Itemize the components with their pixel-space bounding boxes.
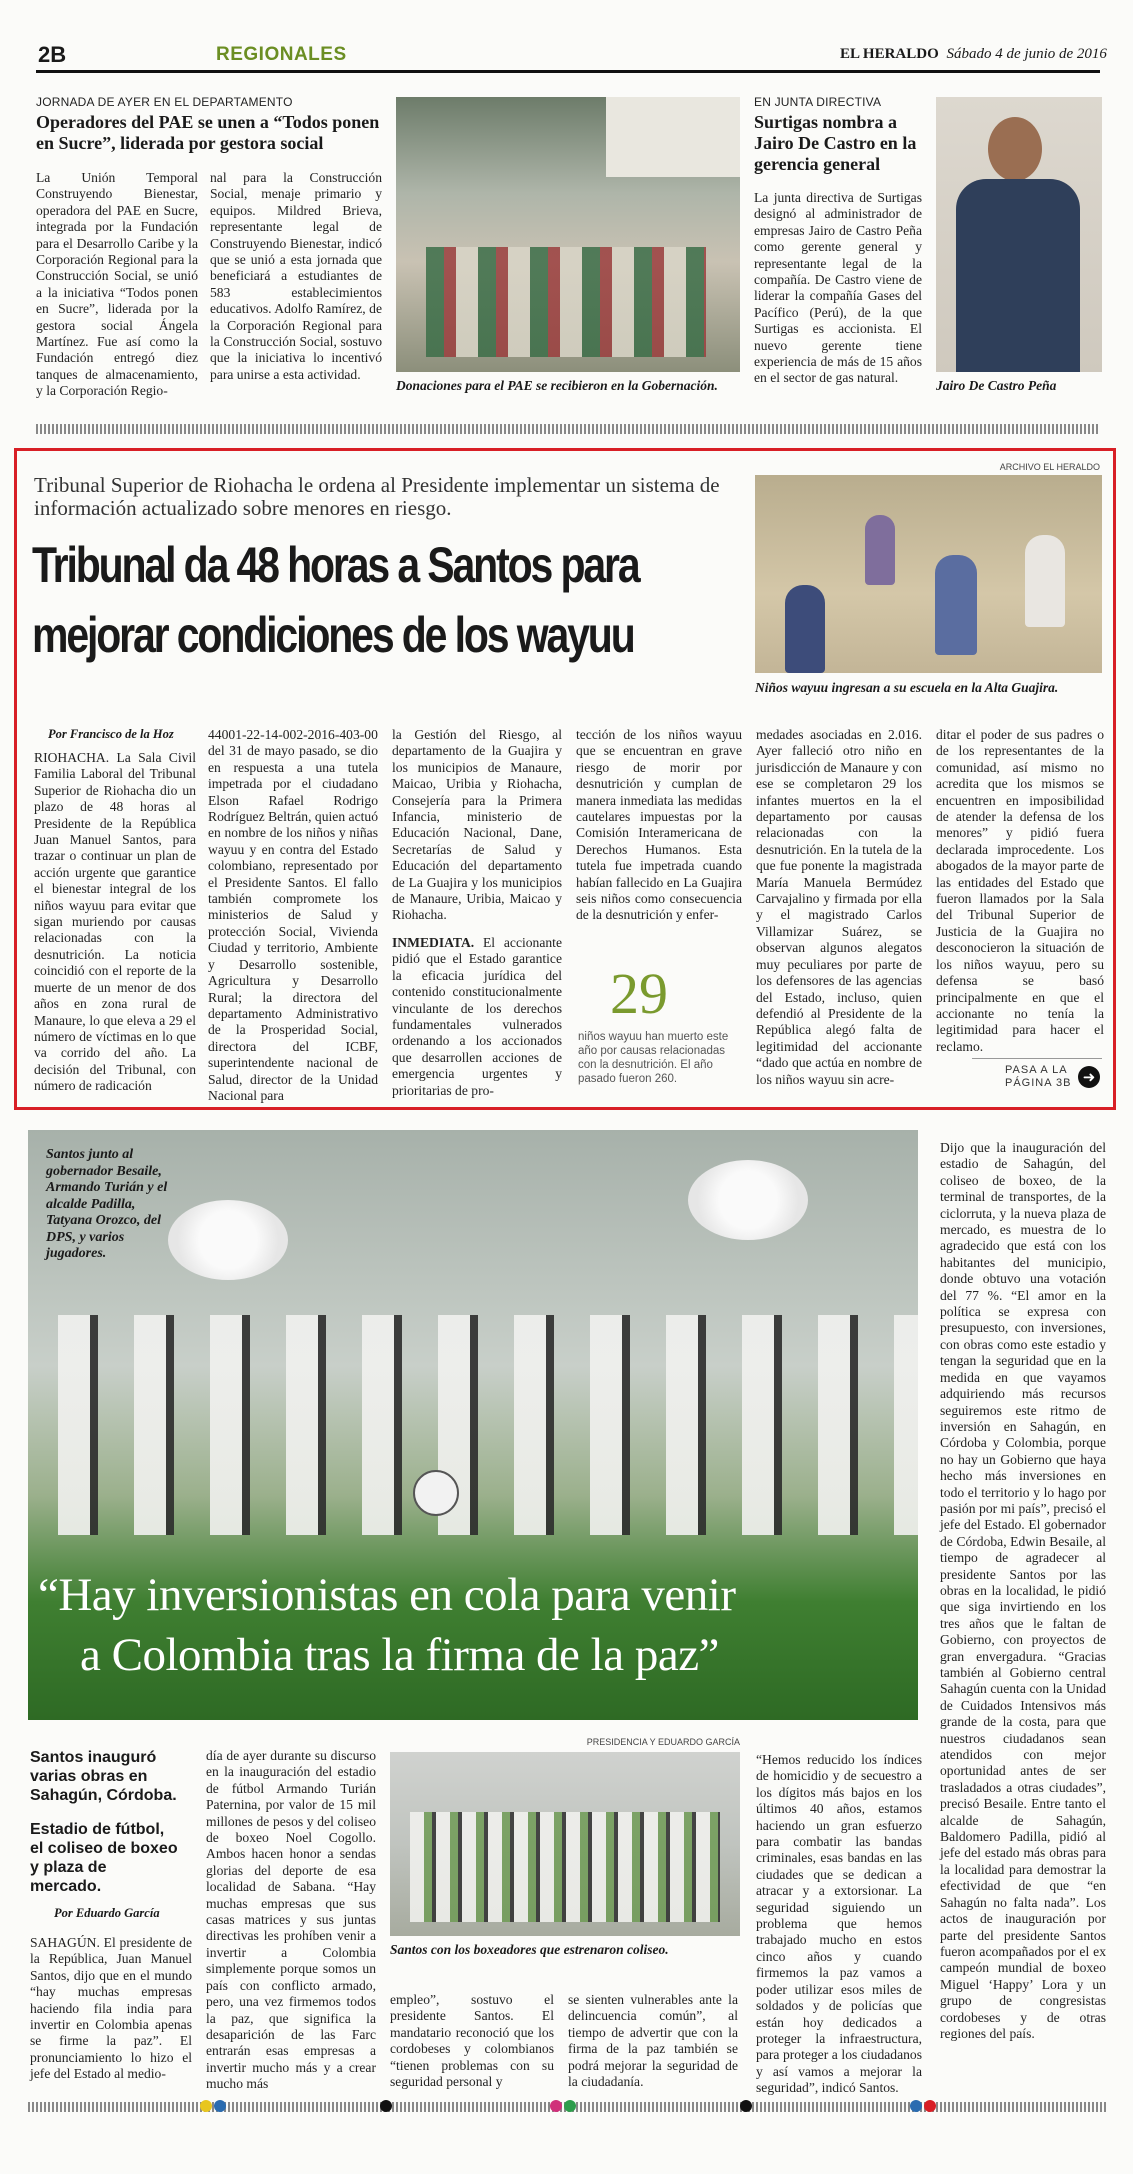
- wayuu-deck: Tribunal Superior de Riohacha le ordena al Presidente implementar un sistema de información actualizado sobre menores en riesgo.: [34, 473, 720, 520]
- soccer-ball: [413, 1470, 459, 1516]
- wayuu-col3a: la Gestión del Riesgo, al departamento de la Guajira y los municipios de Manaure, Maicao, Uribia y Riohacha, Consejería para la Primera Infancia, ministerio de Educación Nacional, Dane, Secretarías de Salud y Educación del departamento de La Guajira y los municipios de Manaure, Uribia, Maicao y Riohacha.: [392, 727, 562, 923]
- surtigas-caption: Jairo De Castro Peña: [936, 378, 1057, 393]
- reg-dot-yellow: [200, 2100, 212, 2112]
- wayuu-stat-text: niños wayuu han muerto este año por causas relacionadas con la desnutrición. El año pasado fueron 260.: [578, 1031, 729, 1085]
- balloons-left: [168, 1200, 288, 1280]
- boxers-group: [410, 1812, 720, 1922]
- reg-dot-black-1: [380, 2100, 392, 2112]
- surtigas-headline: Surtigas nombra a Jairo De Castro en la gerencia general: [754, 112, 917, 174]
- santos-right-col: Dijo que la inauguración del estadio de Sahagún, del coliseo de boxeo, de la terminal de transportes, de la ciclorruta, y la nueva plaza de mercado, es muestra de lo agradecido que está con los habitantes del municipio, donde obtuvo una votación del 77 %. “El amor en la política se expresa con presupuesto, con inversiones, con obras como este estadio y tengan la seguridad que en la medida en que vayamos adquiriendo más recursos seguiremos este ritmo de inversión en Sahagún, en Córdoba y Colombia, porque no hay un Gobierno que haya hecho más inversiones en todo el territorio y lo hago por pasión por mi país”, precisó el jefe del Estado. El gobernador de Córdoba, Edwin Besaile, al tiempo de agradecer al presidente Santos por las obras en la localidad, le pidió que siga invirtiendo en los tres años que le faltan de Gobierno, con proyectos de gran envergadura. “Gracias también al Gobierno central Sahagún cuenta con la Unidad de Cuidados Intensivos más grande de la costa, para que nuestros ciudadanos sean atendidos con mejor oportunidad antes de ser trasladados a otras ciudades”, precisó Besaile. Entre tanto el alcalde de Sahagún, Baldomero Padilla, pidió al jefe del estado más obras para la localidad para demostrar la efectividad de que “en Sahagún no falta nada”. Los actos de inauguración por parte del presidente Santos fueron acompañados por el ex campeón mundial de boxeo Miguel ‘Happy’ Lora y un grupo de congresistas cordobeses y de otras regiones del país.: [940, 1140, 1106, 2041]
- santos-col2: día de ayer durante su discurso en la inauguración del estadio de fútbol Armando Turián Paternina, por valor de 15 mil millones de pesos y del coliseo de boxeo Noel Cogollo. Ambos hacen honor a sendas glorias del deporte de esa localidad de Sabana. “Hay muchas empresas que sus casas matrices y sus juntas directivas les prohíben venir a invertir a Colombia simplemente porque somos un país con conflicto armado, pero, una vez firmemos todos la paz, que significa la desaparición de las Farc entrarán esas empresas a invertir mucho más y a crear mucho más: [206, 1748, 376, 2092]
- wayuu-col6: ditar el poder de sus padres o de los representantes de la comunidad, así mismo no acredita que los mismos se encuentren en imposibilidad de atender la defensa de los menores” y pidió fuera declarada improcedente. Los abogados de la mayor parte de las entidades del Estado que fueron llamados por la Sala del Tribunal Superior de Justicia de la Guajira no desconocieron la situación de los niños wayuu, pero su defensa se basó principalmente en que el accionante no tenía la legitimidad para hacer el reclamo.: [936, 727, 1104, 1054]
- pae-photo-tent: [606, 97, 740, 177]
- surtigas-body: La junta directiva de Surtigas designó al administrador de empresas Jairo de Castro Peña como gerente general y representante legal de la compañía. De Castro viene de liderar la compañía Gases del Pacífico (Perú), de la que Surtigas es accionista. El nuevo gerente tiene experiencia de más de 15 años en el sector de gas natural.: [754, 190, 922, 386]
- balloons-right: [688, 1160, 808, 1240]
- santos-sidehead-1: Santos inauguró varias obras en Sahagún, Córdoba.: [30, 1749, 177, 1804]
- wayuu-photo-child-1: [785, 585, 825, 673]
- santos-col3: empleo”, sostuvo el presidente Santos. El mandatario reconoció que los cordobeses y colombianos “tienen problemas con su seguridad personal y: [390, 1992, 554, 2090]
- pae-kicker: JORNADA DE AYER EN EL DEPARTAMENTO: [36, 95, 293, 109]
- pae-photo-crates: [426, 247, 706, 357]
- wayuu-photo-credit: ARCHIVO EL HERALDO: [999, 462, 1100, 472]
- wayuu-photo-child-4: [865, 515, 895, 585]
- santos-photo2-credit: PRESIDENCIA Y EDUARDO GARCÍA: [586, 1737, 740, 1747]
- wayuu-col1: RIOHACHA. La Sala Civil Familia Laboral del Tribunal Superior de Riohacha dio un plazo de 48 horas al Presidente de la República Juan Manuel Santos, para trazar o continuar un plan de acción urgente que garantice el bienestar integral de los niños wayuu para evitar que sigan muriendo por causas relacionadas con la desnutrición. La noticia coincidió con el reporte de la muerte de un menor de dos años en zona rural de Manaure, lo que eleva a 29 el número de víctimas en lo que va corrido del año. La decisión del Tribunal, con número de radicación: [34, 750, 196, 1094]
- santos-col1: SAHAGÚN. El presidente de la República, Juan Manuel Santos, dijo que en el mundo “hay muchas empresas haciendo fila india para invertir en Colombia apenas se firme la paz”. El pronunciamiento lo hizo el jefe del Estado al medio-: [30, 1935, 192, 2082]
- reg-dot-green: [564, 2100, 576, 2112]
- santos-headline-1: “Hay inversionistas en cola para venir: [38, 1569, 736, 1621]
- wayuu-photo-child-3: [1025, 535, 1065, 627]
- page-number: 2B: [38, 42, 67, 67]
- wayuu-col4: tección de los niños wayuu que se encuentran en grave riesgo de morir por desnutrición y cumplan de manera inmediata las medidas cautelares impuestas por la Comisión Interamericana de Derechos Humanos. Esta tutela fue impetrada cuando habían fallecido en La Guajira seis niños como consecuencia de la desnutrición y enfer-: [576, 727, 742, 923]
- santos-headline-2: a Colombia tras la firma de la paz”: [80, 1629, 719, 1681]
- reg-dot-pink: [550, 2100, 562, 2112]
- reg-dot-black-2: [740, 2100, 752, 2112]
- portrait-head: [988, 117, 1042, 181]
- separator-top: [36, 424, 1100, 434]
- pae-col2: nal para la Construcción Social, menaje primario y equipos. Mildred Brieva, representante legal de Construyendo Bienestar, indicó que se unió a esta jornada que beneficiará a estudiantes de 583 establecimientos educativos. Adolfo Ramírez, de la Corporación Regional para la Construcción Social, sostuvo que la iniciativa lo incentivó para unirse a esta actividad.: [210, 170, 382, 382]
- surtigas-photo: [936, 97, 1102, 372]
- wayuu-photo-child-2: [935, 555, 977, 655]
- masthead-paper: [840, 46, 1107, 63]
- wayuu-col5: medades asociadas en 2.016. Ayer falleció otro niño en jurisdicción de Manaure y con ese se completaron 29 los infantes muertos en la el departamento por causas relacionadas con la desnutrición. En la tutela de la que fue ponente la magistrada María Manuela Bermúdez Carvajalino y firmada por ella y el magistrado Carlos Villamizar Suárez, se observan algunos alegatos muy peculiares por parte de los defensores de las agencias del Estado, incluso, quien defendió al Presidente de la República alegó falta de legitimidad del accionante “dado que actúa en nombre de los niños wayuu sin acre-: [756, 727, 922, 1087]
- wayuu-headline-2: mejorar condiciones de los wayuu: [32, 607, 634, 663]
- wayuu-headline-1: Tribunal da 48 horas a Santos para: [32, 537, 639, 593]
- pae-col1: La Unión Temporal Construyendo Bienestar, operadora del PAE en Sucre, integrada por la Fundación para el Desarrollo Caribe y la Corporación Regional para la Construcción Social, se unió a la iniciativa “Todos ponen en Sucre”, liderada por la gestora social Ángela Martínez. Fue así como la Fundación entregó diez tanques de almacenamiento, y la Corporación Regio-: [36, 170, 198, 399]
- jump-rule: [972, 1058, 1102, 1059]
- santos-photo2-caption: Santos con los boxeadores que estrenaron coliseo.: [390, 1942, 669, 1957]
- reg-dot-blue-2: [910, 2100, 922, 2112]
- wayuu-photo: [755, 475, 1102, 673]
- paper-name: EL HERALDO: [840, 46, 939, 62]
- players-row: [38, 1315, 918, 1535]
- wayuu-col3-lead: INMEDIATA.: [392, 935, 475, 950]
- santos-photo-caption: Santos junto al gobernador Besaile, Armando Turián y el alcalde Padilla, Tatyana Orozco, del DPS, y varios jugadores.: [46, 1147, 168, 1261]
- jump-label[interactable]: [1005, 1064, 1071, 1090]
- registration-marks: [200, 2100, 960, 2114]
- arrow-right-icon[interactable]: ➜: [1078, 1066, 1100, 1088]
- surtigas-kicker: EN JUNTA DIRECTIVA: [754, 95, 882, 109]
- pae-headline: Operadores del PAE se unen a “Todos ponen en Sucre”, liderada por gestora social: [36, 112, 380, 153]
- portrait-body: [956, 179, 1080, 372]
- issue-date: Sábado 4 de junio de 2016: [946, 46, 1107, 62]
- santos-sidehead-2: Estadio de fútbol, el coliseo de boxeo y plaza de mercado.: [30, 1821, 178, 1895]
- jump-line-1: PASA A LA: [1005, 1064, 1068, 1076]
- reg-dot-red: [924, 2100, 936, 2112]
- wayuu-byline: Por Francisco de la Hoz: [48, 727, 174, 741]
- jump-line-2: PÁGINA 3B: [1005, 1077, 1072, 1089]
- reg-dot-blue: [214, 2100, 226, 2112]
- santos-col5: “Hemos reducido los índices de homicidio y de secuestro a los dígitos más bajos en los últimos 40 años, estamos haciendo un gran esfuerzo para combatir las bandas criminales, esas bandas en las ciudades que se dedican a atracar y a extorsionar. La seguridad siguiendo un problema que hemos trabajado mucho en estos cinco años y cuando firmemos la paz vamos a poder utilizar esos miles de soldados y de policías que están hoy dedicados a proteger la infraestructura, para proteger a los ciudadanos y así vamos a mejorar la seguridad”, indicó Santos.: [756, 1752, 922, 2096]
- santos-col4: se sienten vulnerables ante la delincuencia común”, al tiempo de advertir que con la firma de la paz también se podrá mejorar la seguridad de la ciudadanía.: [568, 1992, 738, 2090]
- wayuu-col3b: [392, 935, 562, 1098]
- pae-caption: Donaciones para el PAE se recibieron en la Gobernación.: [396, 378, 718, 393]
- masthead-rule: [36, 70, 1100, 73]
- santos-byline: Por Eduardo García: [54, 1906, 160, 1920]
- wayuu-stat-number: 29: [610, 961, 668, 1026]
- santos-photo2: [390, 1752, 740, 1936]
- section-name: REGIONALES: [216, 44, 347, 65]
- wayuu-caption: Niños wayuu ingresan a su escuela en la Alta Guajira.: [755, 680, 1059, 695]
- wayuu-col2: 44001-22-14-002-2016-403-00 del 31 de mayo pasado, se dio en respuesta a una tutela impetrada por el ciudadano Elson Rafael Rodrigo Rodríguez Beltrán, quien actuó en nombre de los niños y niñas wayuu y en contra del Estado colombiano, representado por el Presidente Santos. El fallo también compromete los ministerios de Salud y protección Social, Vivienda Ciudad y territorio, Ambiente y Desarrollo sostenible, Agricultura y Desarrollo Rural; la directora del departamento Administrativo de la Prosperidad Social, directora del ICBF, superintendente nacional de Salud, director de la Unidad Nacional para: [208, 727, 378, 1103]
- pae-photo: [396, 97, 740, 372]
- wayuu-col3-text: El accionante pidió que el Estado garantice la eficacia jurídica del contenido constitucionalmente vinculante de los derechos fundamentales vulnerados ordenando a los accionados que desarrollen acciones de emergencia urgentes y prioritarias de pro-: [392, 935, 562, 1098]
